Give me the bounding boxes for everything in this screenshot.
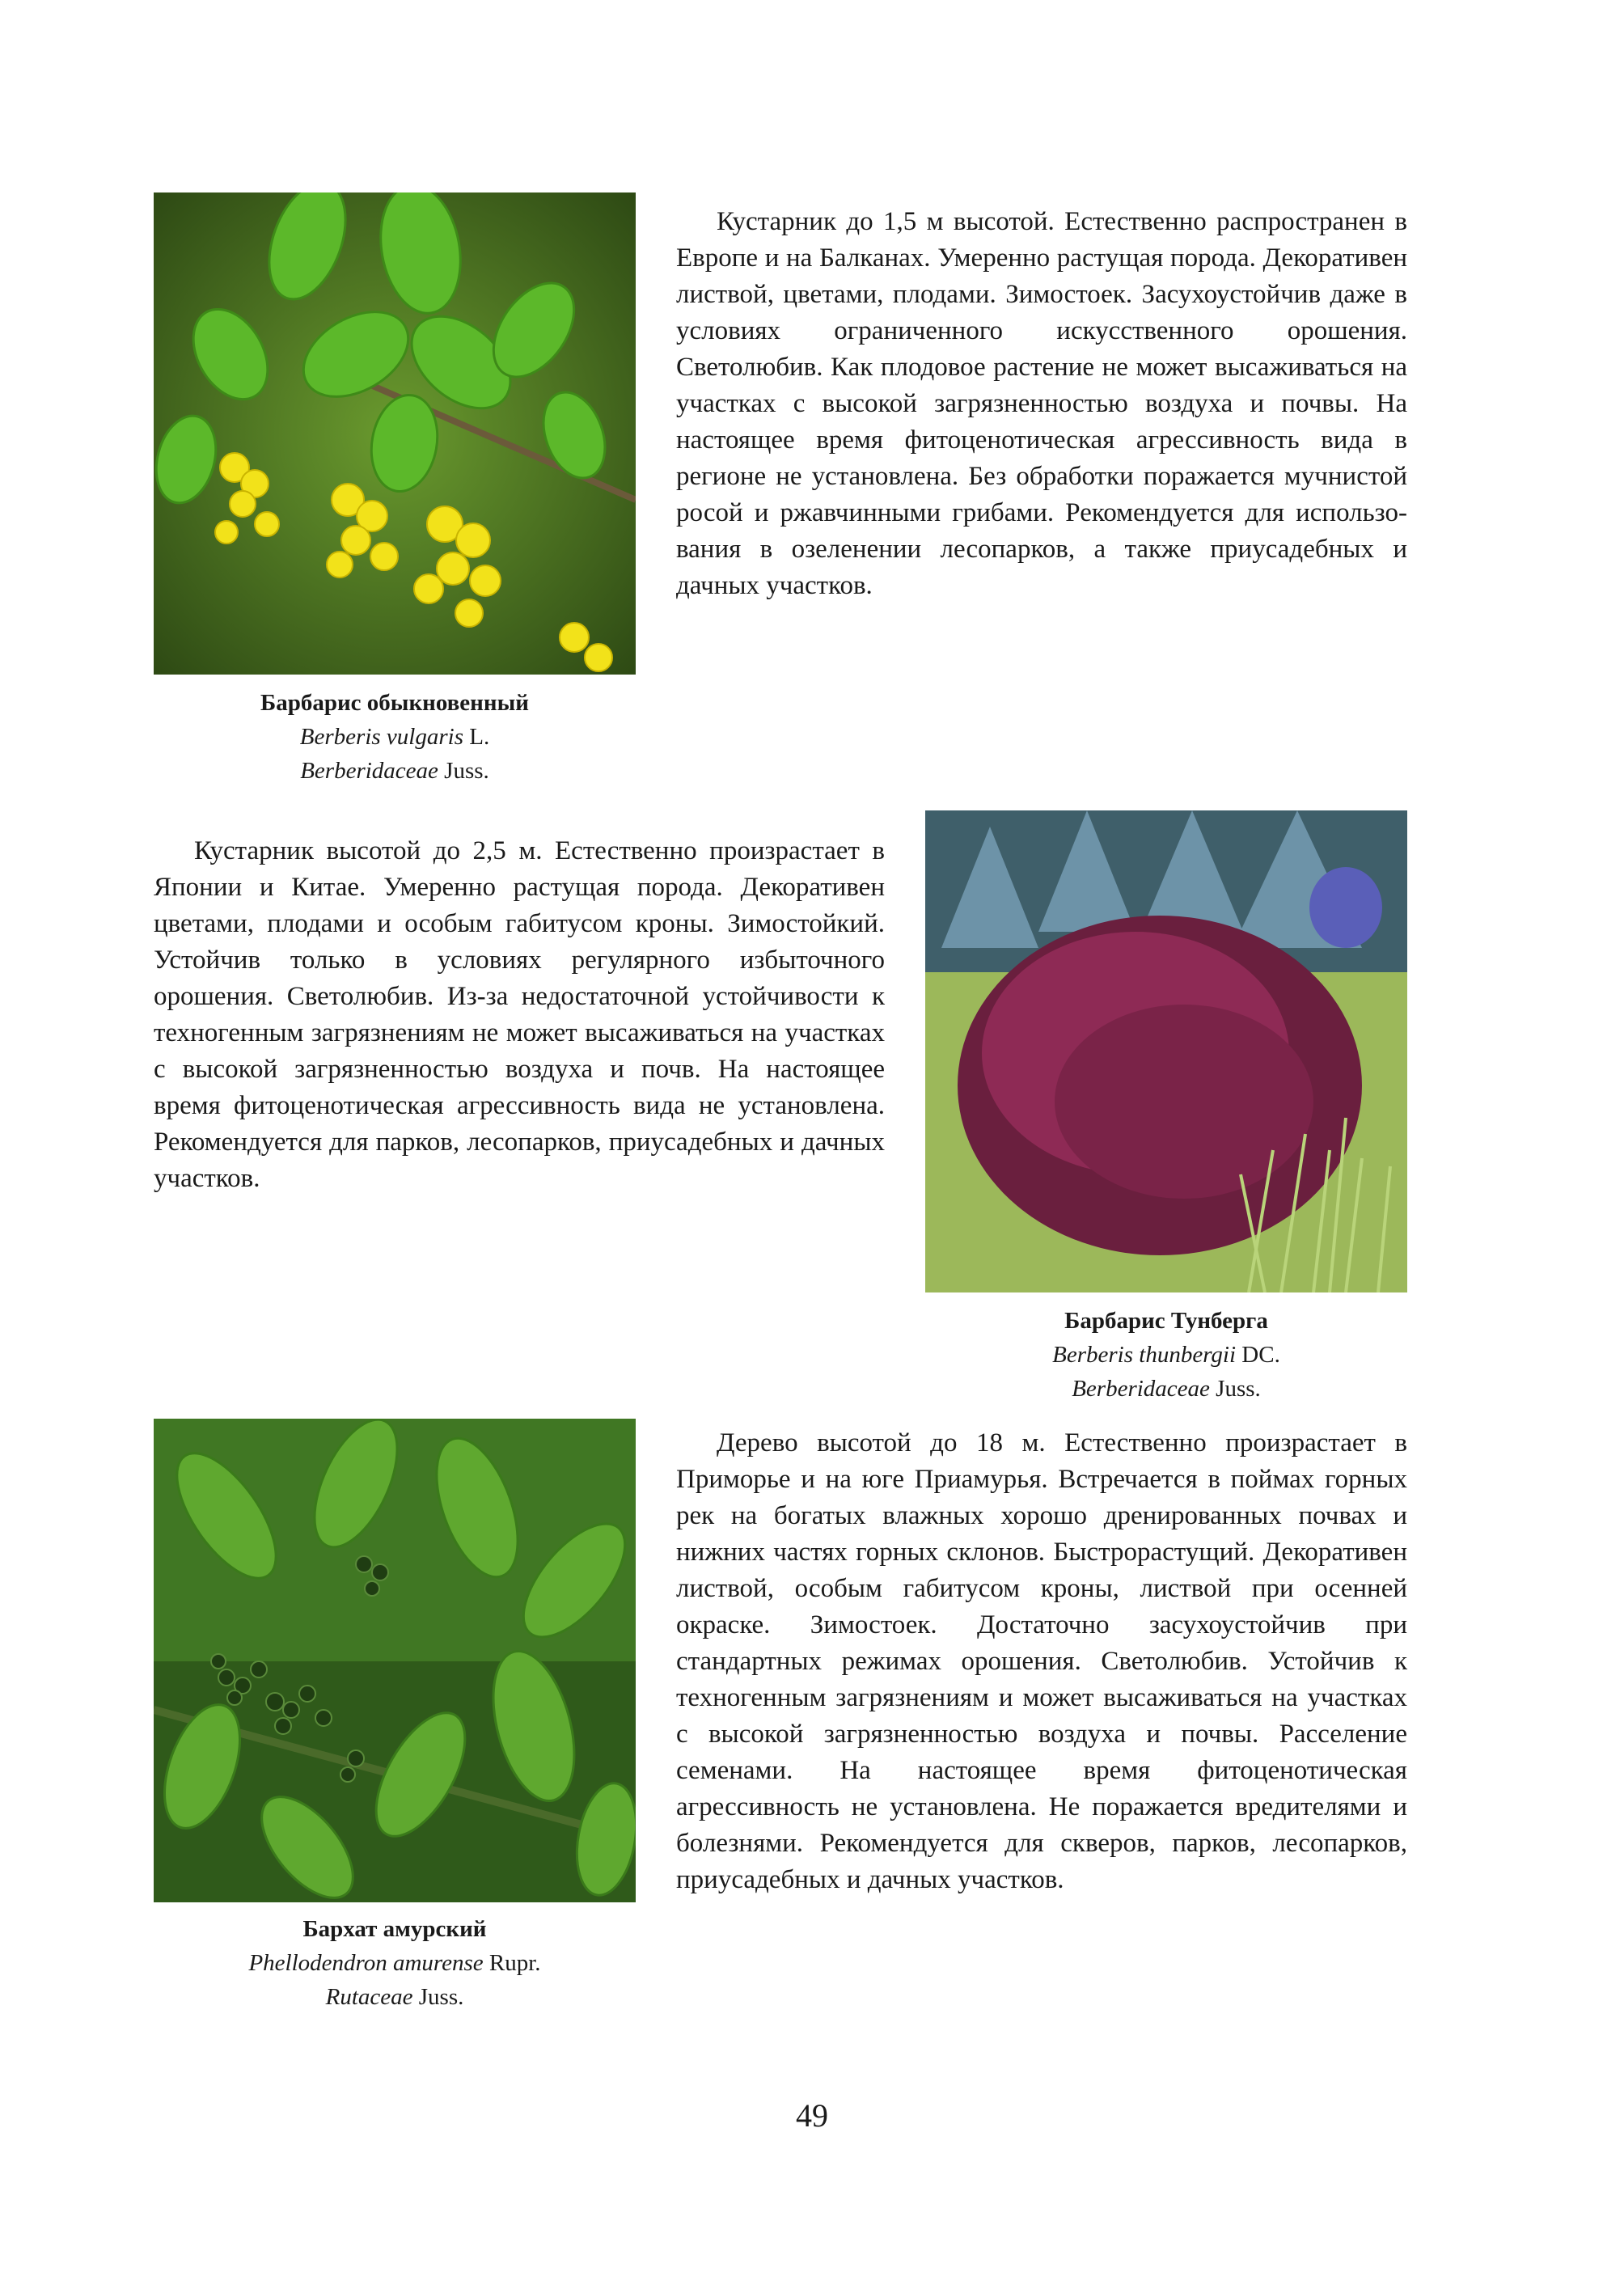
amur-cork-tree-description [676,1425,1407,1898]
description-paragraph: Дерево высотой до 18 м. Естественно произрастает в Приморье и на юге Приамурья. Встречается в поймах горных рек на богатых влажных хорошо дренированных почвах и нижних частях горных склонов. Быстрорастущий. Декоративен листвой, особым габитусом кроны, листвой при осенней окраске. Зимостоек. Достаточно засухоустойчив при стандартных режимах орошения. Светолюбив. Устойчив к техногенным загрязнениям и может высаживаться на участках с высокой загрязненностью воздуха и почвы. Расселение семенами. На настоящее время фитоценотическая агрессивность не установлена. Не поражается вредителями и болезнями. Рекомендуется для скверов, парков, лесопарков, приусадебных и дачных участков. [676,1428,1407,1894]
species-latin-name: Phellodendron amurense Rupr. [248,1950,541,1976]
thunberg-barberry-caption [925,1304,1407,1406]
barberry-description [676,204,1407,604]
purple-barberry-shrub-photo [925,810,1407,1292]
species-common-name: Барбарис обыкновенный [260,690,529,716]
species-common-name: Барбарис Тунберга [1064,1308,1268,1334]
species-latin-name: Berberis thunbergii DC. [1052,1342,1280,1368]
thunberg-barberry-description [154,833,885,1197]
barberry-flowers-photo [154,192,636,675]
species-latin-name: Berberis vulgaris L. [299,724,490,750]
species-common-name: Бархат амурский [302,1916,487,1942]
family-name: Berberidaceae Juss. [1072,1376,1261,1402]
description-paragraph: Кустарник высотой до 2,5 м. Естественно произрастает в Японии и Китае. Умеренно растущая порода. Декоративен цветами, плодами и особым габитусом кроны. Зимостойкий. Устойчив только в условиях регулярного избыточного орошения. Светолюбив. Из-за недостаточной устойчивости к техногенным загрязнениям не может высаживаться на участках с высокой загрязненностью воздуха и почв. На настоящее время фитоценотическая агрессивность вида не установлена. Рекомендуется для парков, лесопарков, приусадебных и дачных участков. [154,836,885,1193]
barberry-caption [154,686,636,788]
family-name: Berberidaceae Juss. [300,758,489,784]
description-paragraph: Кустарник до 1,5 м высотой. Естественно распространен в Европе и на Балканах. Умеренно растущая порода. Декоративен листвой, цветами, плодами. Зимостоек. Засухоустойчив даже в условиях ограниченного искусственного орошения. Светолюбив. Как плодовое растение не может высаживаться на участках с высокой загрязненностью воздуха и почвы. На настоящее время фитоценотическая агрессивность вида в регионе не установлена. Без обработки поражается мучнистой росой и ржавчинными грибами. Рекомендуется для использования в озеленении лесопарков, а также приусадебных и дачных участков. [676,207,1407,600]
amur-cork-tree-leaves-photo [154,1419,636,1902]
page-number: 49 [796,2097,828,2134]
family-name: Rutaceae Juss. [325,1984,464,2010]
amur-cork-tree-caption [154,1912,636,2014]
